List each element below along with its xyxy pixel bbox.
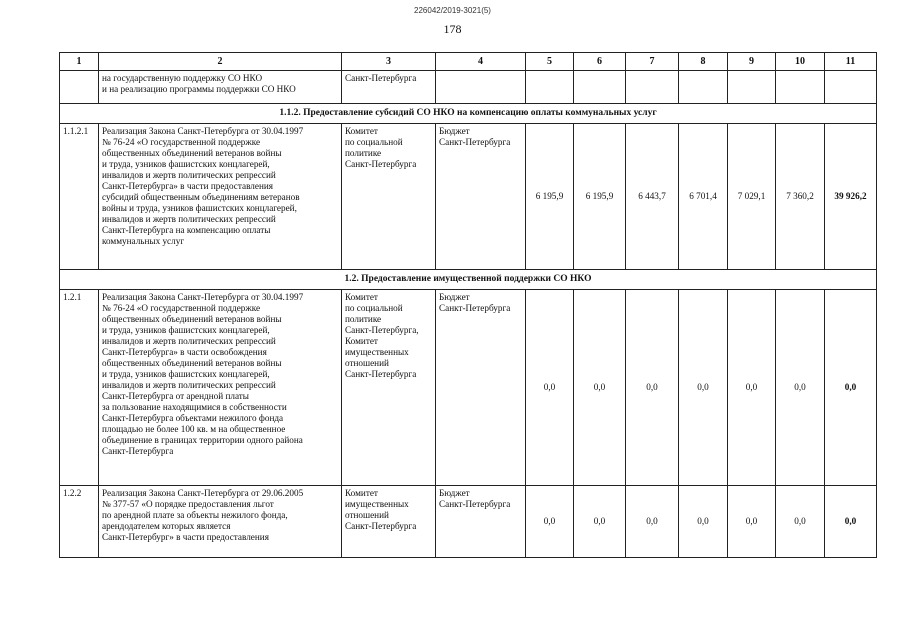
cell-description: на государственную поддержку СО НКО и на реализацию программы поддержки СО НКО <box>99 71 342 104</box>
cell-executor: Санкт-Петербурга <box>342 71 436 104</box>
cell-source: Бюджет Санкт-Петербурга <box>436 290 526 486</box>
column-number-row <box>60 53 877 71</box>
table-row-1-2-2 <box>60 486 877 558</box>
col-header-11: 11 <box>825 53 877 71</box>
cell-code: 1.2.1 <box>60 290 99 486</box>
cell-value-8: 0,0 <box>679 290 728 486</box>
section-heading-1-1-2: 1.1.2. Предоставление субсидий СО НКО на компенсацию оплаты коммунальных услуг <box>60 104 877 124</box>
section-heading-row <box>60 104 877 124</box>
cell-value-total: 0,0 <box>825 290 877 486</box>
cell-empty <box>526 71 574 104</box>
page-number: 178 <box>443 22 462 36</box>
cell-value-8: 0,0 <box>679 486 728 558</box>
cell-value-10: 0,0 <box>776 290 825 486</box>
cell-description: Реализация Закона Санкт-Петербурга от 29.06.2005 № 377-57 «О порядке предоставления льгот по арендной плате за объекты нежилого фонда, арендодателем которых является Санкт-Петербург» в части предоставления <box>99 486 342 558</box>
cell-value-7: 6 443,7 <box>626 124 679 270</box>
cell-value-6: 0,0 <box>574 290 626 486</box>
cell-code: 1.2.2 <box>60 486 99 558</box>
cell-code: 1.1.2.1 <box>60 124 99 270</box>
col-header-9: 9 <box>728 53 776 71</box>
document-id: 226042/2019-3021(5) <box>414 6 491 15</box>
col-header-2: 2 <box>99 53 342 71</box>
col-header-6: 6 <box>574 53 626 71</box>
cell-value-5: 0,0 <box>526 486 574 558</box>
col-header-5: 5 <box>526 53 574 71</box>
cell-value-7: 0,0 <box>626 486 679 558</box>
program-table <box>59 52 877 558</box>
cell-description: Реализация Закона Санкт-Петербурга от 30.04.1997 № 76-24 «О государственной поддержке общественных объединений ветеранов войны и труда, узников фашистских концлагерей, инвалидов и жертв политических репрессий Санкт-Петербурга» в части освобождения общественных объединений ветеранов войны и труда, узников фашистских концлагерей, инвалидов и жертв политических репрессий Санкт-Петербурга от арендной платы за пользование находящимися в собственности Санкт-Петербурга объектами нежилого фонда площадью не более 100 кв. м на общественное объединение в границах территории одного района Санкт-Петербурга <box>99 290 342 486</box>
col-header-4: 4 <box>436 53 526 71</box>
cell-description: Реализация Закона Санкт-Петербурга от 30.04.1997 № 76-24 «О государственной поддержке общественных объединений ветеранов войны и труда, узников фашистских концлагерей, инвалидов и жертв политических репрессий Санкт-Петербурга» в части предоставления субсидий общественным объединениям ветеранов войны и труда, узников фашистских концлагерей, инвалидов и жертв политических репрессий Санкт-Петербурга на компенсацию оплаты коммунальных услуг <box>99 124 342 270</box>
cell-value-10: 7 360,2 <box>776 124 825 270</box>
cell-value-6: 0,0 <box>574 486 626 558</box>
col-header-1: 1 <box>60 53 99 71</box>
section-heading-1-2: 1.2. Предоставление имущественной поддержки СО НКО <box>60 270 877 290</box>
cell-empty <box>574 71 626 104</box>
cell-value-10: 0,0 <box>776 486 825 558</box>
cell-source <box>436 71 526 104</box>
col-header-10: 10 <box>776 53 825 71</box>
cell-empty <box>679 71 728 104</box>
cell-empty <box>728 71 776 104</box>
cell-source: Бюджет Санкт-Петербурга <box>436 124 526 270</box>
cell-value-total: 39 926,2 <box>825 124 877 270</box>
col-header-3: 3 <box>342 53 436 71</box>
col-header-8: 8 <box>679 53 728 71</box>
table-row-1-1-2-1 <box>60 124 877 270</box>
cell-value-7: 0,0 <box>626 290 679 486</box>
cell-value-8: 6 701,4 <box>679 124 728 270</box>
cell-value-5: 0,0 <box>526 290 574 486</box>
cell-code <box>60 71 99 104</box>
cell-executor: Комитет по социальной политике Санкт-Петербурга <box>342 124 436 270</box>
cell-executor: Комитет по социальной политике Санкт-Петербурга, Комитет имущественных отношений Санкт-Петербурга <box>342 290 436 486</box>
cell-value-5: 6 195,9 <box>526 124 574 270</box>
table-row-1-2-1 <box>60 290 877 486</box>
cell-empty <box>626 71 679 104</box>
cell-value-9: 7 029,1 <box>728 124 776 270</box>
col-header-7: 7 <box>626 53 679 71</box>
cell-executor: Комитет имущественных отношений Санкт-Петербурга <box>342 486 436 558</box>
cell-source: Бюджет Санкт-Петербурга <box>436 486 526 558</box>
cell-value-6: 6 195,9 <box>574 124 626 270</box>
cell-empty <box>776 71 825 104</box>
table-row-continuation <box>60 71 877 104</box>
cell-empty <box>825 71 877 104</box>
cell-value-total: 0,0 <box>825 486 877 558</box>
cell-value-9: 0,0 <box>728 486 776 558</box>
cell-value-9: 0,0 <box>728 290 776 486</box>
section-heading-row <box>60 270 877 290</box>
